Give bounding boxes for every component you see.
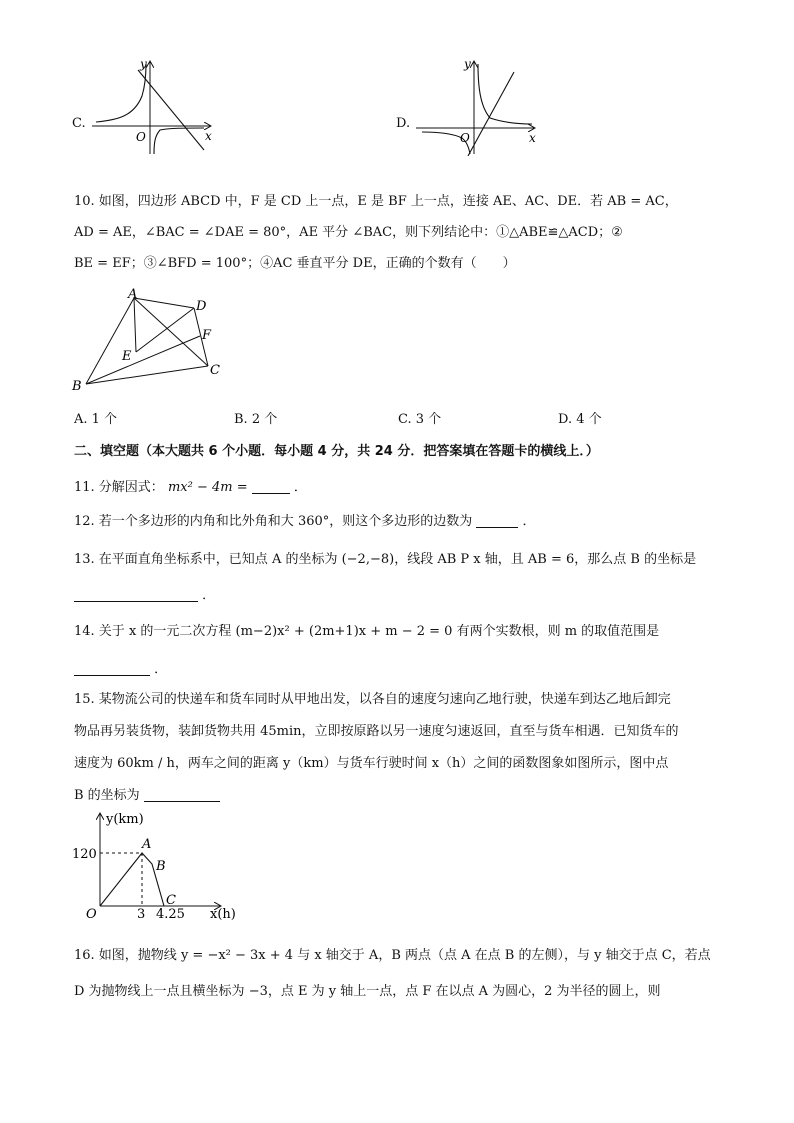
q13-line-1: 13. 在平面直角坐标系中，已知点 A 的坐标为 (−2,−8)，线段 AB P x 轴，且 AB = 6，那么点 B 的坐标是 bbox=[74, 552, 697, 567]
q10-line-1: 10. 如图，四边形 ABCD 中，F 是 CD 上一点，E 是 BF 上一点，连接 AE、AC、DE．若 AB = AC， bbox=[74, 194, 678, 209]
origin-label: O bbox=[86, 907, 97, 922]
x-axis-label: x(h) bbox=[210, 907, 236, 922]
q12 bbox=[74, 512, 536, 532]
origin-label: O bbox=[460, 131, 470, 145]
q10-line-2: AD = AE，∠BAC = ∠DAE = 80°，AE 平分 ∠BAC，则下列结论中：①△ABE≌△ACD；② bbox=[74, 225, 623, 240]
q11-suffix: ． bbox=[293, 480, 307, 495]
q10-option-a: A. 1 个 bbox=[74, 412, 118, 427]
y-axis-label: y bbox=[140, 57, 147, 71]
point-e: E bbox=[122, 349, 132, 364]
y-tick-120: 120 bbox=[72, 847, 97, 862]
graph-option-d bbox=[412, 56, 542, 156]
x-tick-4-25: 4.25 bbox=[156, 907, 185, 922]
vertex-a: A bbox=[128, 287, 138, 302]
q16-line-1: 16. 如图，抛物线 y = −x² − 3x + 4 与 x 轴交于 A，B 两点（点 A 在点 B 的左侧），与 y 轴交于点 C，若点 bbox=[74, 948, 711, 963]
q10-option-b: B. 2 个 bbox=[234, 412, 278, 427]
vertex-c: C bbox=[210, 363, 220, 378]
x-tick-3: 3 bbox=[137, 907, 146, 922]
point-c: C bbox=[166, 893, 176, 908]
section-2-heading: 二、填空题（本大题共 6 个小题．每小题 4 分，共 24 分．把答案填在答题卡的横线上．） bbox=[74, 444, 599, 459]
vertex-d: D bbox=[196, 299, 207, 314]
q12-text: 12. 若一个多边形的内角和比外角和大 360°，则这个多边形的边数为 bbox=[74, 514, 473, 529]
origin-label: O bbox=[136, 130, 146, 144]
q10-quadrilateral-figure bbox=[68, 286, 228, 394]
y-axis-label: y bbox=[464, 57, 471, 71]
q13-suffix: ． bbox=[202, 588, 216, 603]
option-c-label: C. bbox=[72, 116, 86, 131]
q11-prefix: 11. 分解因式： bbox=[74, 480, 164, 495]
point-b: B bbox=[156, 859, 166, 874]
q10-option-c: C. 3 个 bbox=[398, 412, 442, 427]
q15-line-3: 速度为 60km / h，两车之间的距离 y（km）与货车行驶时间 x（h）之间的函数图象如图所示，图中点 bbox=[74, 756, 669, 771]
q15-answer-blank[interactable] bbox=[144, 787, 220, 802]
x-axis-label: x bbox=[205, 129, 212, 143]
q12-answer-blank[interactable] bbox=[476, 513, 518, 528]
q10-option-d: D. 4 个 bbox=[558, 412, 602, 427]
y-axis-label: y(km) bbox=[106, 812, 144, 827]
q14-suffix: ． bbox=[154, 662, 168, 677]
q14-line-2 bbox=[74, 660, 167, 680]
q15-line-2: 物品再另装货物，装卸货物共用 45min，立即按原路以另一速度匀速返回，直至与货车相遇．已知货车的 bbox=[74, 724, 679, 739]
q11-answer-blank[interactable] bbox=[252, 479, 290, 494]
q15-line-4-text: B 的坐标为 bbox=[74, 788, 140, 803]
q12-suffix: ． bbox=[522, 514, 536, 529]
q13-answer-blank[interactable] bbox=[74, 587, 198, 602]
point-a: A bbox=[142, 837, 152, 852]
q10-line-3: BE = EF；③∠BFD = 100°；④AC 垂直平分 DE，正确的个数有（ ） bbox=[74, 256, 516, 271]
q14-line-1: 14. 关于 x 的一元二次方程 (m−2)x² + (2m+1)x + m − 2 = 0 有两个实数根，则 m 的取值范围是 bbox=[74, 624, 660, 639]
q11-expression: mx² − 4m = bbox=[167, 480, 248, 495]
graph-option-c bbox=[88, 56, 218, 156]
q16-line-2: D 为抛物线上一点且横坐标为 −3，点 E 为 y 轴上一点，点 F 在以点 A 为圆心，2 为半径的圆上，则 bbox=[74, 984, 661, 999]
q14-answer-blank[interactable] bbox=[74, 661, 150, 676]
option-d-label: D. bbox=[396, 116, 411, 131]
q15-line-1: 15. 某物流公司的快递车和货车同时从甲地出发，以各自的速度匀速向乙地行驶，快递车到达乙地后卸完 bbox=[74, 692, 671, 707]
point-f: F bbox=[202, 328, 212, 343]
q13-line-2 bbox=[74, 586, 215, 606]
q11 bbox=[74, 478, 307, 498]
vertex-b: B bbox=[72, 379, 82, 394]
q15-line-4 bbox=[74, 786, 220, 806]
x-axis-label: x bbox=[529, 131, 536, 145]
q15-distance-time-graph bbox=[70, 808, 260, 924]
